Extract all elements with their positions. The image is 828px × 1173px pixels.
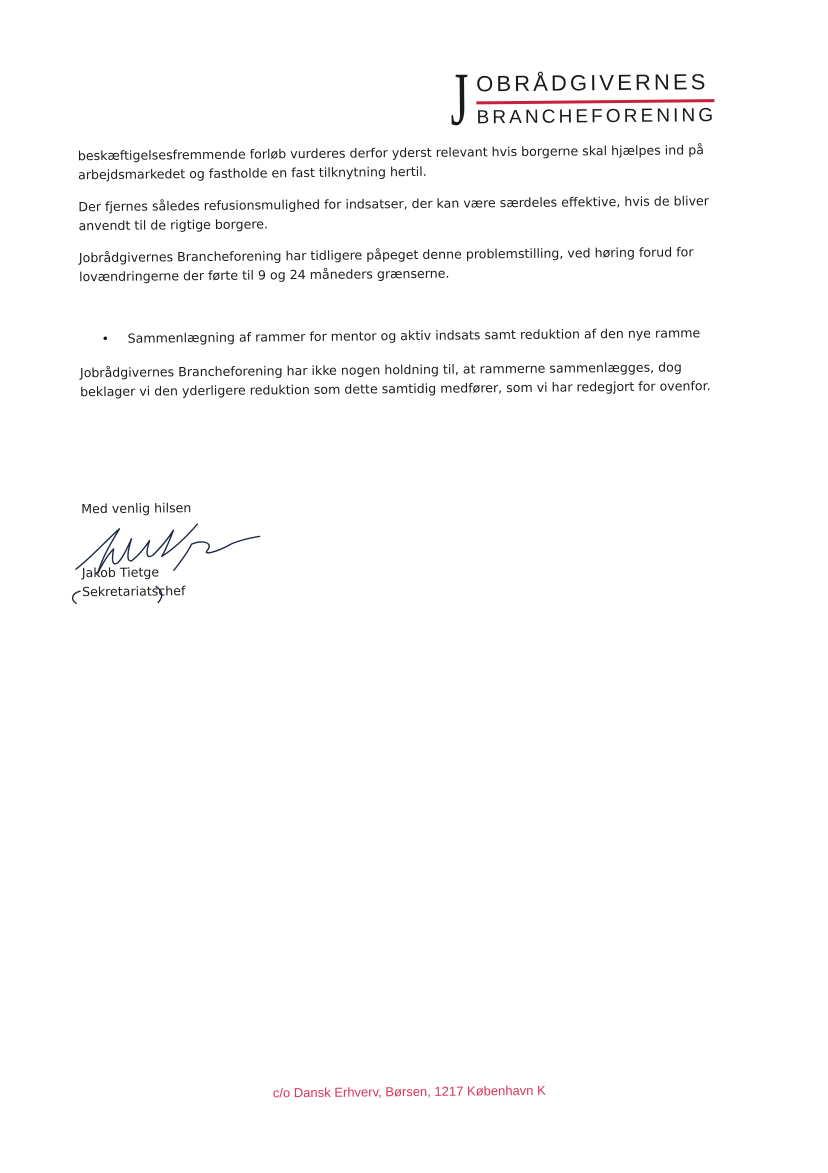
bullet-list-item bbox=[101, 324, 722, 346]
logo-line-2: BRANCHEFORENING bbox=[476, 105, 717, 129]
signatory-title: Sekretariatschef bbox=[81, 583, 186, 600]
bullet-text: Sammenlægning af rammer for mentor og aktiv indsats samt reduktion af den nye ramme bbox=[127, 325, 701, 346]
body-paragraph-3: Jobrådgivernes Brancheforening har tidligere påpeget denne problemstilling, ved høring forud for lovændringerne der førte til 9 og 24 måneders grænserne. bbox=[78, 244, 694, 285]
body-paragraph-4: Jobrådgivernes Brancheforening har ikke nogen holdning til, at rammerne sammenlægges, dog beklager vi den yderligere reduktion som dette samtidig medfører, som vi har redegjort for ovenfor. bbox=[79, 359, 711, 400]
logo-initial: J bbox=[449, 57, 470, 142]
body-paragraph-2: Der fjernes således refusionsmulighed for indsatser, der kan være særdeles effektive, hvis de bliver anvendt til de rigtige borgere. bbox=[78, 193, 709, 234]
organization-logo bbox=[449, 57, 721, 146]
logo-line-1: OBRÅDGIVERNES bbox=[476, 69, 709, 97]
bullet-marker: • bbox=[101, 330, 110, 346]
footer-address: c/o Dansk Erhverv, Børsen, 1217 København K bbox=[272, 1082, 546, 1101]
logo-divider bbox=[476, 99, 714, 104]
closing-greeting: Med venlig hilsen bbox=[81, 500, 192, 517]
body-paragraph-1: beskæftigelsesfremmende forløb vurderes derfor yderst relevant hvis borgerne skal hjælpes ind på arbejdsmarkedet og fastholde en fast tilknytning hertil. bbox=[77, 142, 704, 183]
signatory-name: Jakob Tietge bbox=[81, 564, 160, 581]
